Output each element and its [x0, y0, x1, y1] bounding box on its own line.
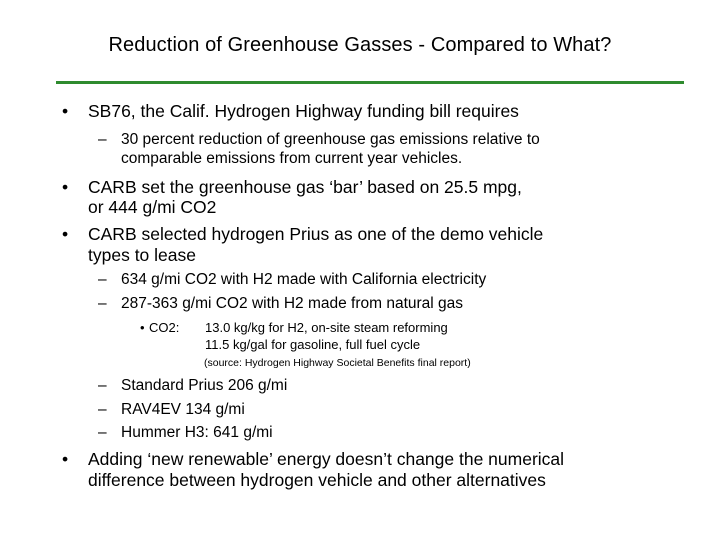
bullet-marker: • — [62, 101, 69, 121]
dash-marker: – — [98, 424, 107, 441]
subbullet-line: 30 percent reduction of greenhouse gas emissions relative to — [121, 131, 540, 148]
co2-line: 13.0 kg/kg for H2, on-site steam reforming — [205, 320, 448, 335]
bullet-line: SB76, the Calif. Hydrogen Highway funding bill requires — [88, 101, 519, 121]
bullet-marker: • — [62, 177, 69, 197]
source-note: (source: Hydrogen Highway Societal Benefits final report) — [204, 357, 471, 369]
dash-marker: – — [98, 295, 107, 312]
subbullet-line: comparable emissions from current year vehicles. — [121, 150, 463, 167]
bullet-line: Adding ‘new renewable’ energy doesn’t change the numerical — [88, 449, 565, 469]
bullet-marker: • — [140, 320, 145, 335]
bullet-line: difference between hydrogen vehicle and other alternatives — [88, 470, 546, 490]
subbullet-line: Standard Prius 206 g/mi — [121, 377, 288, 394]
title-divider — [56, 81, 684, 84]
subbullet-line: Hummer H3: 641 g/mi — [121, 424, 273, 441]
bullet-marker: • — [62, 224, 69, 244]
dash-marker: – — [98, 131, 107, 148]
dash-marker: – — [98, 401, 107, 418]
co2-label: CO2: — [149, 320, 180, 335]
co2-line: 11.5 kg/gal for gasoline, full fuel cycle — [205, 337, 421, 352]
bullet-line: types to lease — [88, 245, 196, 265]
slide-title: Reduction of Greenhouse Gasses - Compared to What? — [108, 34, 612, 56]
subbullet-line: 634 g/mi CO2 with H2 made with California electricity — [121, 271, 487, 288]
bullet-line: CARB set the greenhouse gas ‘bar’ based on 25.5 mpg, — [88, 177, 522, 197]
subbullet-line: 287-363 g/mi CO2 with H2 made from natural gas — [121, 295, 464, 312]
bullet-marker: • — [62, 449, 69, 469]
subbullet-line: RAV4EV 134 g/mi — [121, 401, 245, 418]
bullet-line: CARB selected hydrogen Prius as one of the demo vehicle — [88, 224, 544, 244]
dash-marker: – — [98, 271, 107, 288]
bullet-line: or 444 g/mi CO2 — [88, 197, 217, 217]
dash-marker: – — [98, 377, 107, 394]
